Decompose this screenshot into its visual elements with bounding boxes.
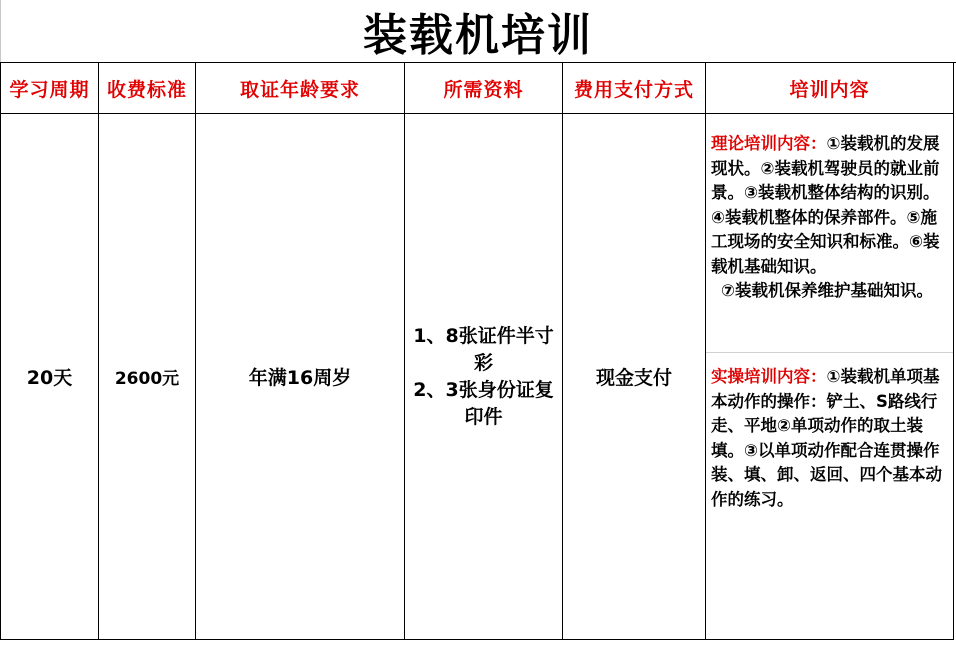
theory-text-2: ⑦装载机保养维护基础知识。 bbox=[721, 281, 933, 300]
header-age[interactable]: 取证年龄要求 bbox=[196, 63, 405, 114]
training-table bbox=[0, 62, 954, 640]
cell-materials[interactable] bbox=[405, 114, 563, 640]
header-row bbox=[1, 63, 954, 114]
page-title: 装载机培训 bbox=[0, 0, 956, 63]
materials-item-2: 2、3张身份证复印件 bbox=[413, 378, 554, 428]
cell-training[interactable] bbox=[706, 114, 954, 640]
practice-content bbox=[706, 353, 953, 512]
header-training[interactable]: 培训内容 bbox=[706, 63, 954, 114]
cell-payment[interactable]: 现金支付 bbox=[563, 114, 706, 640]
materials-item-1: 1、8张证件半寸彩 bbox=[413, 324, 554, 374]
header-payment[interactable]: 费用支付方式 bbox=[563, 63, 706, 114]
theory-text: ①装载机的发展现状。②装载机驾驶员的就业前景。③装载机整体结构的识别。④装载机整体的保养部件。⑤施工现场的安全知识和标准。⑥装载机基础知识。 bbox=[711, 134, 940, 276]
table-row bbox=[1, 114, 954, 640]
cell-period[interactable]: 20天 bbox=[1, 114, 99, 640]
header-fee[interactable]: 收费标准 bbox=[99, 63, 196, 114]
theory-label: 理论培训内容： bbox=[711, 134, 827, 153]
header-materials[interactable]: 所需资料 bbox=[405, 63, 563, 114]
header-period[interactable]: 学习周期 bbox=[1, 63, 99, 114]
practice-label: 实操培训内容： bbox=[711, 367, 827, 386]
cell-age[interactable]: 年满16周岁 bbox=[196, 114, 405, 640]
practice-text: ①装载机单项基本动作的操作：铲土、S路线行走、平地②单项动作的取土装填。③以单项动作配合连贯操作装、填、卸、返回、四个基本动作的练习。 bbox=[711, 367, 942, 509]
cell-fee[interactable]: 2600元 bbox=[99, 114, 196, 640]
theory-content bbox=[706, 114, 953, 353]
